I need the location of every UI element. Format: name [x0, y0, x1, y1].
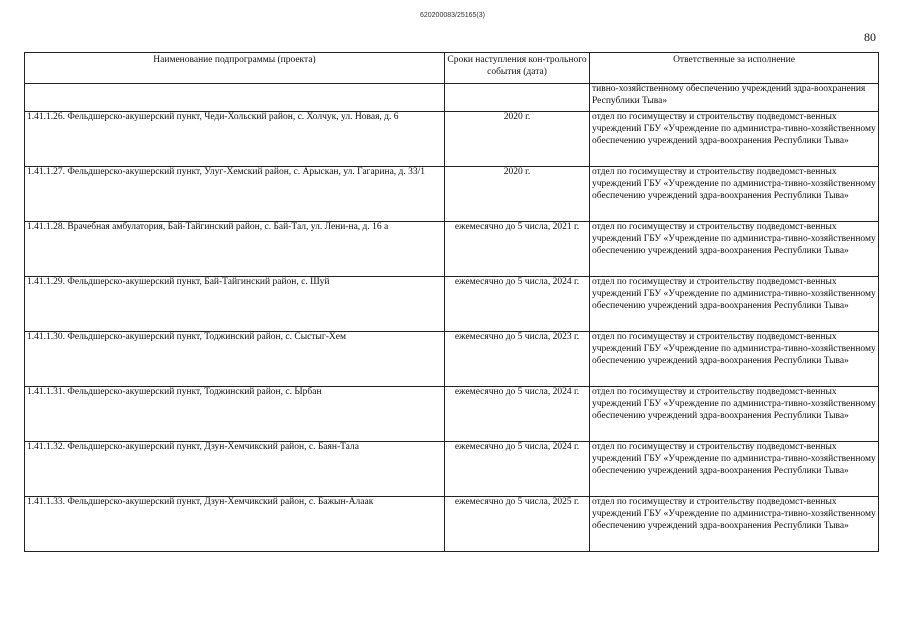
- events-table: [24, 52, 879, 552]
- cell-deadline: ежемесячно до 5 числа, 2024 г.: [445, 442, 590, 497]
- cell-deadline: ежемесячно до 5 числа, 2024 г.: [445, 387, 590, 442]
- cell-deadline: ежемесячно до 5 числа, 2021 г.: [445, 222, 590, 277]
- table-row: [25, 167, 879, 222]
- header-responsible: Ответственные за исполнение: [590, 53, 879, 84]
- page-number: 80: [864, 30, 876, 44]
- cell-responsible: отдел по госимуществу и строительству подведомст-венных учреждений ГБУ «Учреждение по администра-тивно-хозяйственному обеспечению учреждений здра-воохранения Республики Тыва»: [590, 442, 879, 497]
- cell-name: 1.41.1.29. Фельдшерско-акушерский пункт, Бай-Тайгинский район, с. Шуй: [25, 277, 445, 332]
- cell-name: 1.41.1.30. Фельдшерско-акушерский пункт, Тоджинский район, с. Сыстыг-Хем: [25, 332, 445, 387]
- cell-responsible: отдел по госимуществу и строительству подведомст-венных учреждений ГБУ «Учреждение по администра-тивно-хозяйственному обеспечению учреждений здра-воохранения Республики Тыва»: [590, 497, 879, 552]
- cell-name: [25, 84, 445, 112]
- table-row: [25, 277, 879, 332]
- cell-deadline: 2020 г.: [445, 167, 590, 222]
- cell-name: 1.41.1.26. Фельдшерско-акушерский пункт, Чеди-Хольский район, с. Холчук, ул. Новая, д. 6: [25, 112, 445, 167]
- cell-responsible: отдел по госимуществу и строительству подведомст-венных учреждений ГБУ «Учреждение по администра-тивно-хозяйственному обеспечению учреждений здра-воохранения Республики Тыва»: [590, 222, 879, 277]
- cell-responsible: отдел по госимуществу и строительству подведомст-венных учреждений ГБУ «Учреждение по администра-тивно-хозяйственному обеспечению учреждений здра-воохранения Республики Тыва»: [590, 332, 879, 387]
- cell-responsible: отдел по госимуществу и строительству подведомст-венных учреждений ГБУ «Учреждение по администра-тивно-хозяйственному обеспечению учреждений здра-воохранения Республики Тыва»: [590, 167, 879, 222]
- cell-deadline: ежемесячно до 5 числа, 2024 г.: [445, 277, 590, 332]
- cell-deadline: ежемесячно до 5 числа, 2025 г.: [445, 497, 590, 552]
- table-row: [25, 112, 879, 167]
- cell-deadline: [445, 84, 590, 112]
- table-row: [25, 387, 879, 442]
- cell-deadline: 2020 г.: [445, 112, 590, 167]
- cell-deadline: ежемесячно до 5 числа, 2023 г.: [445, 332, 590, 387]
- table-header-row: [25, 53, 879, 84]
- table-row: [25, 332, 879, 387]
- header-name: Наименование подпрограммы (проекта): [25, 53, 445, 84]
- header-deadline: Сроки наступления кон-трольного события (дата): [445, 53, 590, 84]
- document-id: 620200083/25165(3): [419, 12, 485, 19]
- cell-responsible: отдел по госимуществу и строительству подведомст-венных учреждений ГБУ «Учреждение по администра-тивно-хозяйственному обеспечению учреждений здра-воохранения Республики Тыва»: [590, 387, 879, 442]
- table-row: [25, 222, 879, 277]
- cell-responsible: тивно-хозяйственному обеспечению учреждений здра-воохранения Республики Тыва»: [590, 84, 879, 112]
- cell-name: 1.41.1.33. Фельдшерско-акушерский пункт, Дзун-Хемчикский район, с. Бажын-Алаак: [25, 497, 445, 552]
- cell-name: 1.41.1.27. Фельдшерско-акушерский пункт, Улуг-Хемский район, с. Арыскан, ул. Гагарина, д. 33/1: [25, 167, 445, 222]
- cell-responsible: отдел по госимуществу и строительству подведомст-венных учреждений ГБУ «Учреждение по администра-тивно-хозяйственному обеспечению учреждений здра-воохранения Республики Тыва»: [590, 112, 879, 167]
- continuation-row: [25, 84, 879, 112]
- cell-name: 1.41.1.32. Фельдшерско-акушерский пункт, Дзун-Хемчикский район, с. Баян-Тала: [25, 442, 445, 497]
- table-row: [25, 497, 879, 552]
- cell-name: 1.41.1.31. Фельдшерско-акушерский пункт, Тоджинский район, с. Ырбан: [25, 387, 445, 442]
- cell-name: 1.41.1.28. Врачебная амбулатория, Бай-Тайгинский район, с. Бай-Тал, ул. Лени-на, д. 16 а: [25, 222, 445, 277]
- table-row: [25, 442, 879, 497]
- cell-responsible: отдел по госимуществу и строительству подведомст-венных учреждений ГБУ «Учреждение по администра-тивно-хозяйственному обеспечению учреждений здра-воохранения Республики Тыва»: [590, 277, 879, 332]
